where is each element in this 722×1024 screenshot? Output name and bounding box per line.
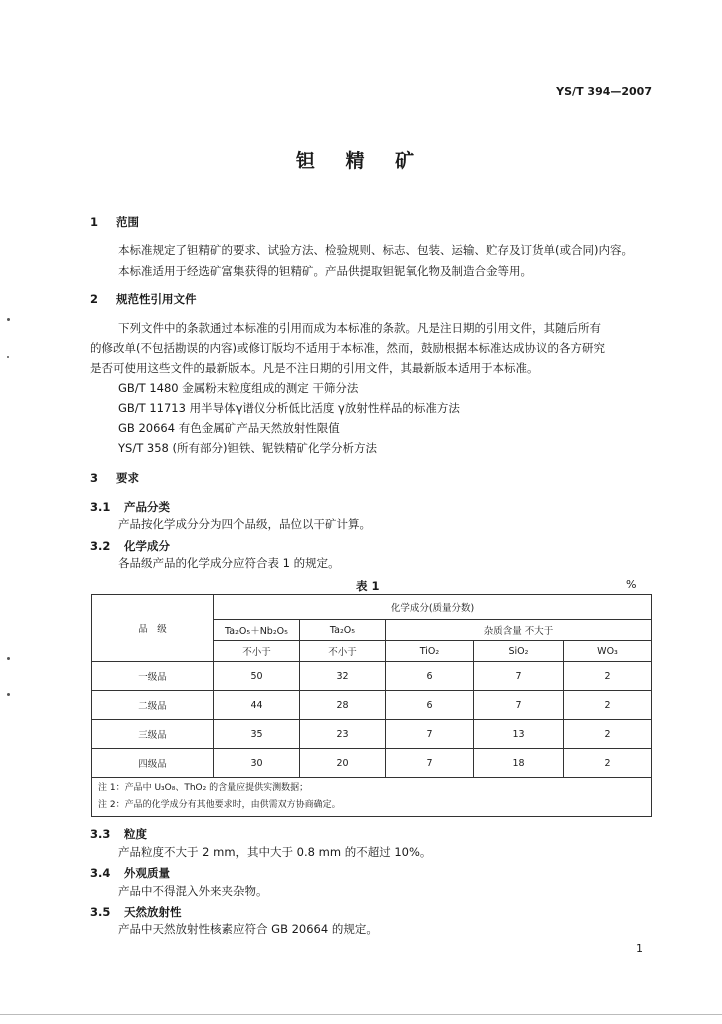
composition-group-header: 化学成分(质量分数) — [214, 595, 652, 620]
table-note-1: 注 1：产品中 U₃O₈、ThO₂ 的含量应提供实测数据； — [98, 783, 309, 793]
section-number: 3.3 — [90, 827, 111, 841]
section-title: 粒度 — [124, 827, 147, 841]
table-row — [92, 720, 652, 749]
tio2-cell: 7 — [386, 720, 474, 749]
scan-speck — [7, 657, 10, 660]
document-title: 钽 精 矿 — [295, 150, 427, 172]
scan-speck — [7, 693, 10, 696]
section-title: 化学成分 — [124, 539, 170, 553]
table-notes — [92, 778, 652, 817]
impurity-header: 杂质含量 不大于 — [386, 620, 652, 641]
grade-header: 品 级 — [92, 595, 214, 662]
wo3-cell: 2 — [564, 720, 652, 749]
composition-paragraph: 各品级产品的化学成分应符合表 1 的规定。 — [118, 556, 340, 570]
section-title: 规范性引用文件 — [116, 292, 197, 306]
ta-cell: 23 — [300, 720, 386, 749]
grade-cell: 三级品 — [92, 720, 214, 749]
min-label: 不小于 — [214, 641, 300, 662]
reference-item: GB/T 11713 用半导体γ谱仪分析低比活度 γ放射性样品的标准方法 — [118, 401, 460, 415]
particle-size-paragraph: 产品粒度不大于 2 mm，其中大于 0.8 mm 的不超过 10%。 — [118, 845, 432, 859]
reference-item: YS/T 358 (所有部分)钽铁、铌铁精矿化学分析方法 — [118, 441, 377, 455]
section-number: 3.4 — [90, 866, 111, 880]
grade-cell: 二级品 — [92, 691, 214, 720]
reference-item: GB 20664 有色金属矿产品天然放射性限值 — [118, 421, 340, 435]
section-title: 天然放射性 — [124, 905, 182, 919]
scope-paragraph-2: 本标准适用于经选矿富集获得的钽精矿。产品供提取钽铌氧化物及制造合金等用。 — [118, 264, 532, 278]
references-intro-line-2: 的修改单(不包括勘误的内容)或修订版均不适用于本标准，然而，鼓励根据本标准达成协议的各方研究 — [90, 341, 605, 355]
table-note-2: 注 2：产品的化学成分有其他要求时，由供需双方协商确定。 — [98, 800, 341, 810]
table-row — [92, 662, 652, 691]
ta-cell: 20 — [300, 749, 386, 778]
scan-speck — [7, 318, 10, 321]
section-3-1-heading — [90, 499, 170, 515]
ta-nb-header: Ta₂O₅＋Nb₂O₅ — [214, 620, 300, 641]
section-title: 产品分类 — [124, 500, 170, 514]
section-title: 范围 — [116, 215, 139, 229]
composition-table — [91, 594, 652, 817]
ta-nb-cell: 44 — [214, 691, 300, 720]
section-3-2-heading — [90, 538, 170, 554]
sio2-cell: 13 — [474, 720, 564, 749]
section-3-heading — [90, 470, 139, 486]
references-intro-line-1: 下列文件中的条款通过本标准的引用而成为本标准的条款。凡是注日期的引用文件，其随后所有 — [118, 321, 601, 335]
scope-paragraph-1: 本标准规定了钽精矿的要求、试验方法、检验规则、标志、包装、运输、贮存及订货单(或合同)内容。 — [118, 243, 633, 257]
section-title: 要求 — [116, 471, 139, 485]
section-3-3-heading — [90, 826, 147, 842]
ta-header: Ta₂O₅ — [300, 620, 386, 641]
section-number: 2 — [90, 292, 99, 306]
sio2-cell: 18 — [474, 749, 564, 778]
section-2-heading — [90, 291, 197, 307]
table-row — [92, 749, 652, 778]
section-3-4-heading — [90, 865, 170, 881]
section-3-5-heading — [90, 904, 182, 920]
section-number: 3 — [90, 471, 99, 485]
sio2-cell: 7 — [474, 662, 564, 691]
table-row — [92, 691, 652, 720]
wo3-header: WO₃ — [564, 641, 652, 662]
ta-cell: 28 — [300, 691, 386, 720]
reference-item: GB/T 1480 金属粉末粒度组成的测定 干筛分法 — [118, 381, 359, 395]
page-number: 1 — [636, 942, 643, 955]
section-number: 3.2 — [90, 539, 111, 553]
tio2-cell: 7 — [386, 749, 474, 778]
wo3-cell: 2 — [564, 749, 652, 778]
section-number: 3.1 — [90, 500, 111, 514]
table-unit: % — [626, 578, 637, 591]
ta-nb-cell: 50 — [214, 662, 300, 691]
ta-nb-cell: 35 — [214, 720, 300, 749]
grade-cell: 一级品 — [92, 662, 214, 691]
section-title: 外观质量 — [124, 866, 170, 880]
section-number: 3.5 — [90, 905, 111, 919]
page-bottom-edge — [0, 1014, 722, 1015]
sio2-cell: 7 — [474, 691, 564, 720]
radioactivity-paragraph: 产品中天然放射性核素应符合 GB 20664 的规定。 — [118, 922, 378, 936]
tio2-cell: 6 — [386, 691, 474, 720]
wo3-cell: 2 — [564, 662, 652, 691]
sio2-header: SiO₂ — [474, 641, 564, 662]
grade-cell: 四级品 — [92, 749, 214, 778]
references-intro-line-3: 是否可使用这些文件的最新版本。凡是不注日期的引用文件，其最新版本适用于本标准。 — [90, 361, 539, 375]
table-caption: 表 1 — [356, 579, 380, 593]
wo3-cell: 2 — [564, 691, 652, 720]
scan-speck — [7, 356, 9, 358]
section-number: 1 — [90, 215, 99, 229]
standard-code: YS/T 394—2007 — [556, 85, 652, 98]
ta-nb-cell: 30 — [214, 749, 300, 778]
classification-paragraph: 产品按化学成分分为四个品级，品位以干矿计算。 — [118, 517, 371, 531]
tio2-cell: 6 — [386, 662, 474, 691]
section-1-heading — [90, 214, 139, 230]
min-label: 不小于 — [300, 641, 386, 662]
appearance-paragraph: 产品中不得混入外来夹杂物。 — [118, 884, 268, 898]
ta-cell: 32 — [300, 662, 386, 691]
tio2-header: TiO₂ — [386, 641, 474, 662]
